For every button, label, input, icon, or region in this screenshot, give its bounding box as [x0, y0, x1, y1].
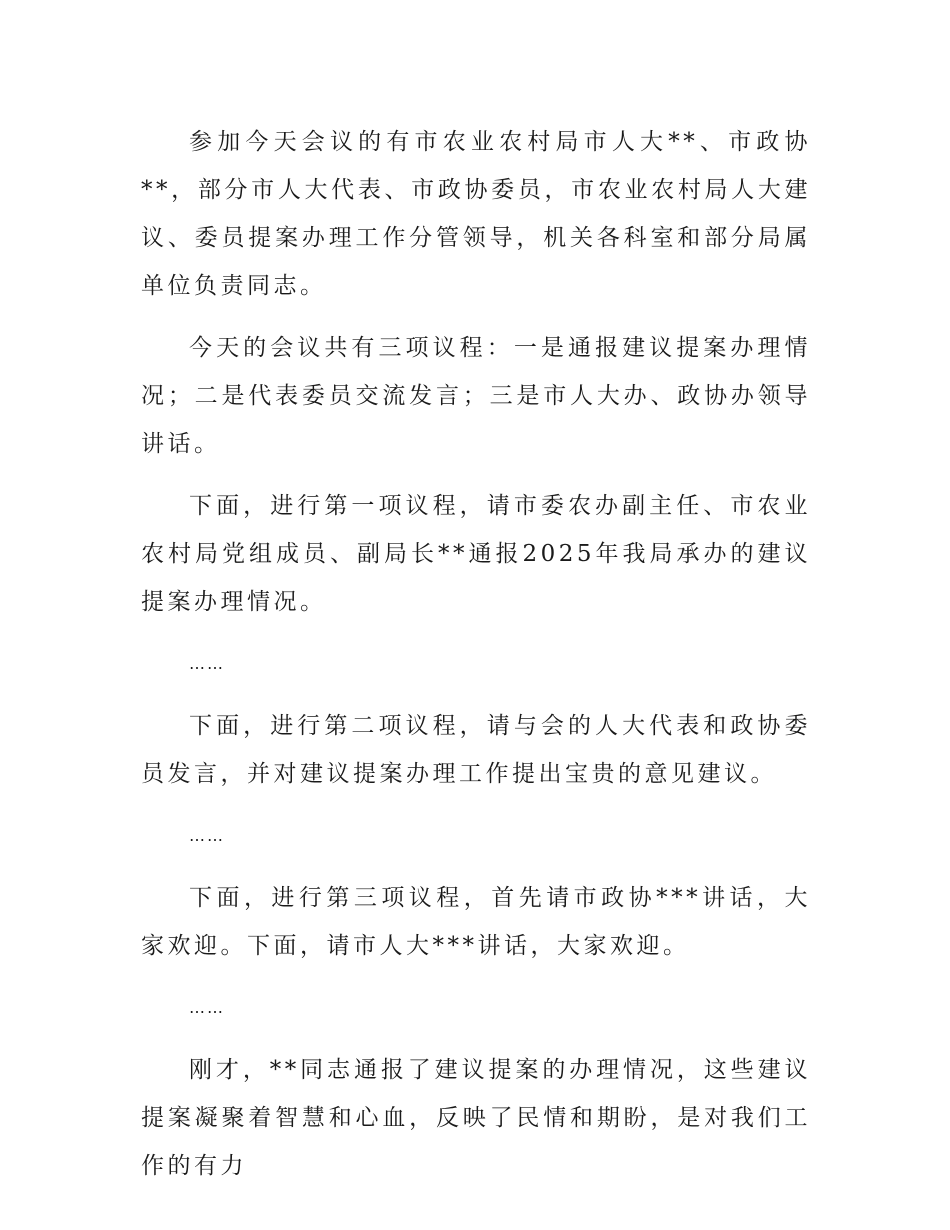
ellipsis-separator: ……	[189, 998, 225, 1017]
paragraph-attendees: 参加今天会议的有市农业农村局市人大**、市政协**，部分市人大代表、市政协委员，市农业农村局人大建议、委员提案办理工作分管领导，机关各科室和部分局属单位负责同志。	[141, 129, 811, 299]
paragraph-item-two: 下面，进行第二项议程，请与会的人大代表和政协委员发言，并对建议提案办理工作提出宝贵的意见建议。	[141, 713, 811, 787]
paragraph-item-three: 下面，进行第三项议程，首先请市政协***讲话，大家欢迎。下面，请市人大***讲话，大家欢迎。	[141, 885, 811, 959]
ellipsis-separator: ……	[189, 826, 225, 845]
paragraph-summary: 刚才，**同志通报了建议提案的办理情况，这些建议提案凝聚着智慧和心血，反映了民情和期盼，是对我们工作的有力	[141, 1057, 811, 1179]
ellipsis-separator: ……	[189, 654, 225, 673]
paragraph-agenda: 今天的会议共有三项议程：一是通报建议提案办理情况；二是代表委员交流发言；三是市人大办、政协办领导讲话。	[141, 335, 811, 457]
document-body	[141, 118, 811, 1204]
paragraph-item-one: 下面，进行第一项议程，请市委农办副主任、市农业农村局党组成员、副局长**通报2025年我局承办的建议提案办理情况。	[141, 493, 811, 615]
